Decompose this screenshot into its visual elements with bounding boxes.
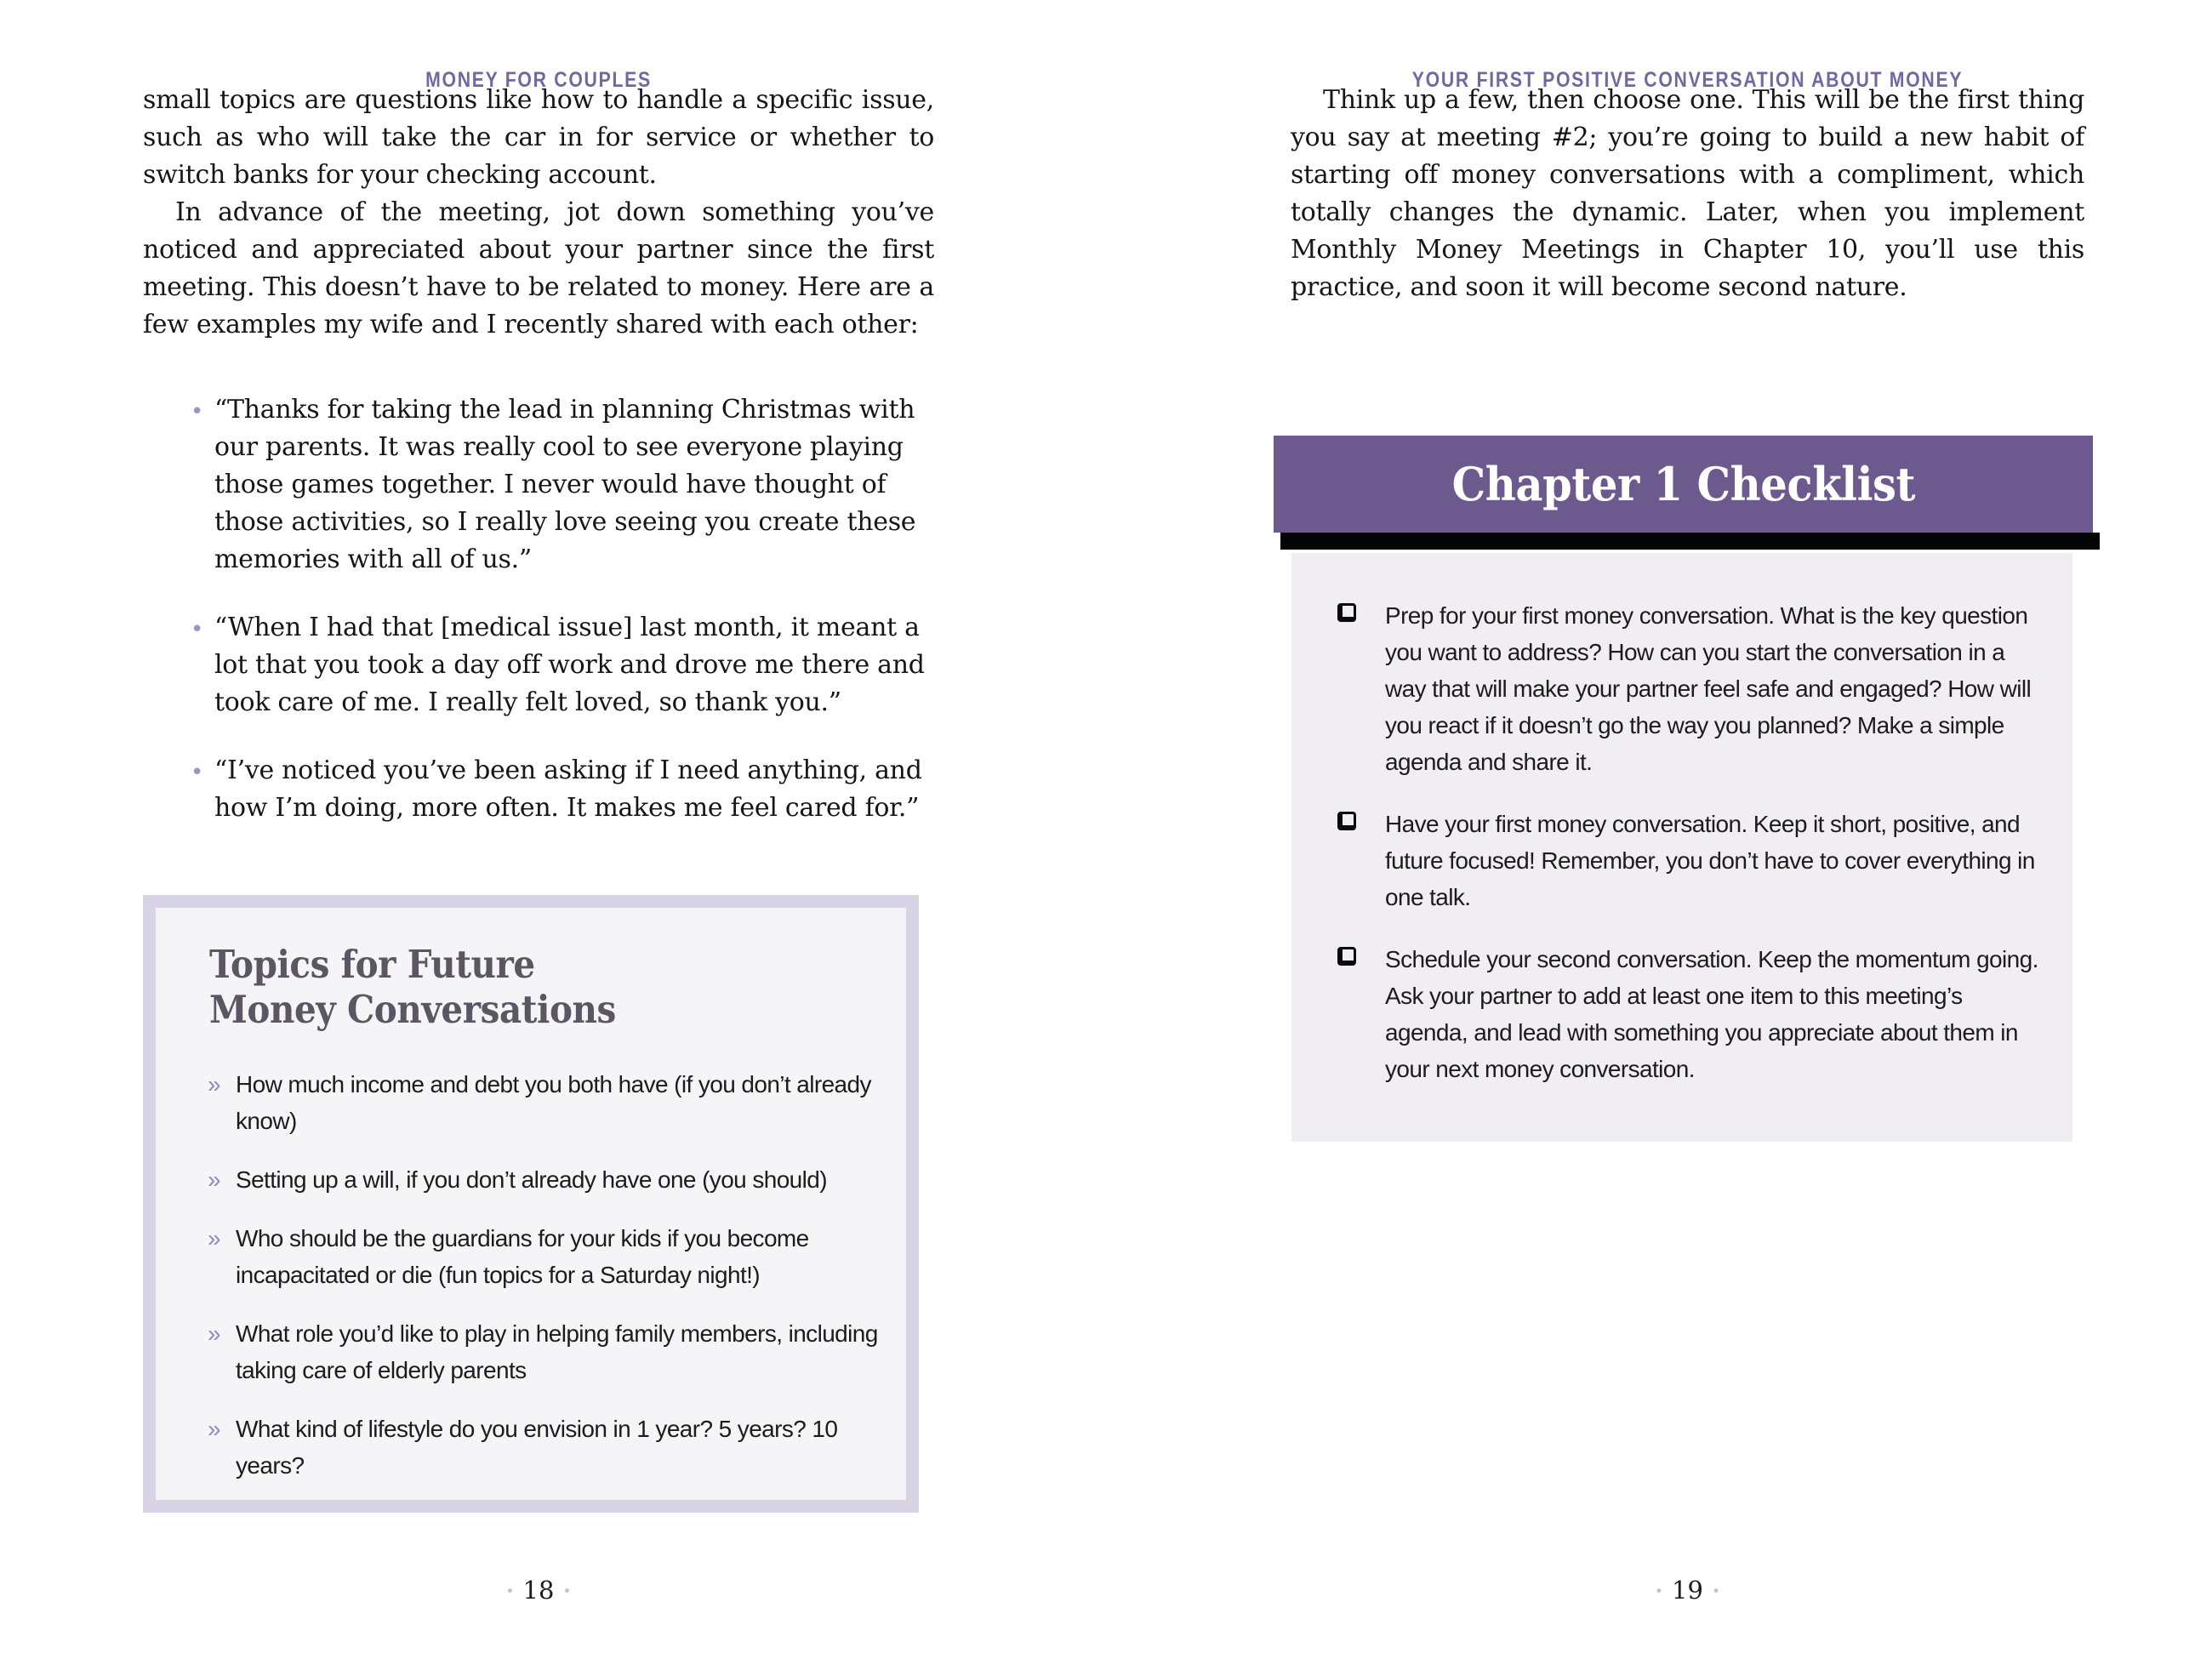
chevron-icon: » [208,1416,220,1442]
folio-dot-icon: • [1655,1583,1664,1600]
body-paragraph: Think up a few, then choose one. This will be the first thing you say at meeting #2; you’re going to build a new habit of starting off money conversations with a compliment, which totally changes the dynamic. Later, when you implement Monthly Money Meetings in Chapter 10, you’ll use this practice, and soon it will become second nature. [1291,85,2084,302]
quote-list [143,391,934,827]
checkbox-icon [1337,812,1356,830]
left-page-body [143,82,934,858]
topics-title-line1: Topics for Future [209,942,535,987]
running-head-left: MONEY FOR COUPLES [425,68,652,92]
checklist-item [1337,941,2038,1087]
right-page-body [1291,82,2084,306]
quote-text: “I’ve noticed you’ve been asking if I need anything, and how I’m doing, more often. It makes me feel cared for.” [214,755,922,823]
page-number-text: 18 [522,1576,555,1605]
checklist-text: Have your first money conversation. Keep it short, positive, and future focused! Remember, you don’t have to cover everything in one talk. [1385,811,2035,910]
checklist-text: Schedule your second conversation. Keep the momentum going. Ask your partner to add at least one item to this meeting’s agenda, and lead with something you appreciate about them in your next money conversation. [1385,946,2038,1082]
chevron-icon: » [208,1071,220,1097]
checklist-item [1337,806,2038,915]
quote-bullet-item [143,609,934,721]
checklist-box [1291,553,2072,1142]
topic-text: Who should be the guardians for your kids if you become incapacitated or die (fun topics for a Saturday night!) [236,1225,809,1288]
banner-shadow [1280,533,2100,550]
quote-text: “Thanks for taking the lead in planning Christmas with our parents. It was really cool to see everyone playing those games together. I never would have thought of those activities, so I really love seeing you create these memories with all of us.” [214,395,916,574]
bullet-icon: • [191,617,204,642]
quote-text: “When I had that [medical issue] last month, it meant a lot that you took a day off work and drove me there and took care of me. I really felt loved, so thank you.” [214,613,925,717]
topic-item [208,1161,880,1198]
bullet-icon: • [191,399,204,425]
page-number-right [1291,1576,2084,1605]
checklist-banner-title: Chapter 1 Checklist [1451,457,1915,511]
topic-item [208,1411,880,1484]
chevron-icon: » [208,1166,220,1193]
checklist-banner [1274,436,2093,533]
topic-item [208,1315,880,1388]
chevron-icon: » [208,1225,220,1251]
topic-text: Setting up a will, if you don’t already have one (you should) [236,1166,827,1193]
folio-dot-icon: • [562,1583,572,1600]
bullet-icon: • [191,760,204,785]
checklist-text: Prep for your first money conversation. What is the key question you want to address? How can you start the conversation in a way that will make your partner feel safe and engaged? How will you react if it doesn’t go the way you planned? Make a simple agenda and share it. [1385,602,2032,775]
chevron-icon: » [208,1320,220,1347]
topic-text: How much income and debt you both have (if you don’t already know) [236,1071,871,1134]
topic-item [208,1066,880,1139]
page-number-left [143,1576,934,1605]
body-paragraph: In advance of the meeting, jot down something you’ve noticed and appreciated about your partner since the first meeting. This doesn’t have to be related to money. Here are a few examples my wife and I recently shared with each other: [143,197,934,339]
folio-dot-icon: • [1711,1583,1720,1600]
topic-text: What role you’d like to play in helping family members, including taking care of elderly parents [236,1320,878,1383]
checkbox-icon [1337,603,1356,622]
checklist [1337,597,2038,1087]
quote-bullet-item [143,752,934,827]
topics-box [143,895,919,1513]
checkbox-icon [1337,947,1356,966]
topics-list [208,1066,880,1484]
folio-dot-icon: • [505,1583,515,1600]
topic-item [208,1220,880,1293]
running-head-right: YOUR FIRST POSITIVE CONVERSATION ABOUT MONEY [1411,68,1964,92]
topics-title-line2: Money Conversations [209,987,616,1032]
checklist-item [1337,597,2038,780]
quote-bullet-item [143,391,934,579]
topic-text: What kind of lifestyle do you envision in 1 year? 5 years? 10 years? [236,1416,838,1479]
topics-box-title [209,942,836,1032]
page-number-text: 19 [1672,1576,1703,1605]
body-paragraph: small topics are questions like how to handle a specific issue, such as who will take the car in for service or whether to switch banks for your checking account. [143,85,934,190]
